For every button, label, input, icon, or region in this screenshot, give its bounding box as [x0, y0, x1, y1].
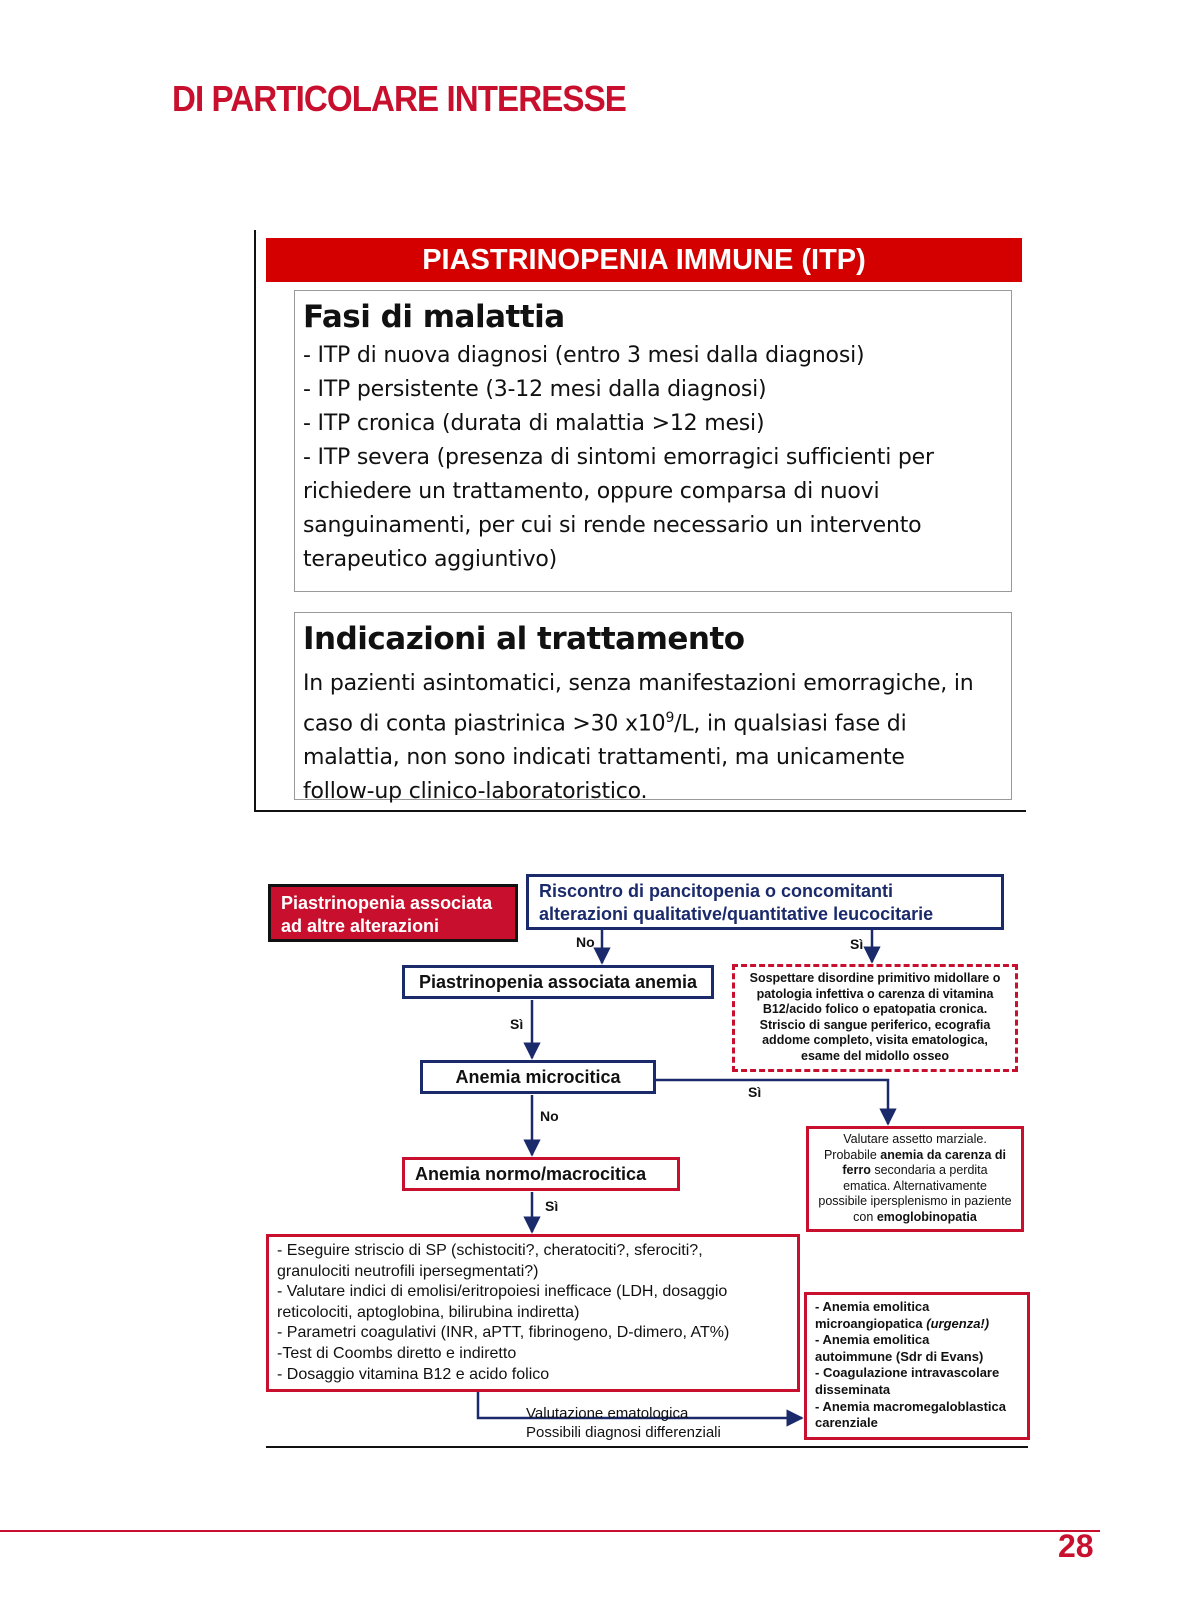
box-line: carenziale: [815, 1415, 878, 1431]
normo-macrocytic-box: Anemia normo/macrocitica: [402, 1157, 680, 1191]
treatment-line-part: caso di conta piastrinica >30 x10: [303, 711, 666, 737]
text-part: (urgenza!): [926, 1315, 990, 1331]
phase-line: - ITP cronica (durata di malattia >12 mesi): [303, 411, 765, 436]
text-part: microangiopatica: [815, 1315, 927, 1331]
text-part: con: [853, 1209, 877, 1224]
box-line: - Anemia macromegaloblastica: [815, 1398, 1006, 1414]
phase-line: - ITP di nuova diagnosi (entro 3 mesi dalla diagnosi): [303, 343, 865, 368]
text-part: Probabile: [823, 1147, 881, 1162]
box-line: - Coagulazione intravascolare: [815, 1365, 1000, 1381]
box-line: - Eseguire striscio di SP (schistociti?, cheratociti?, sferociti?,: [277, 1242, 703, 1259]
box-line: Striscio di sangue periferico, ecografia: [759, 1017, 991, 1032]
box-line: - Dosaggio vitamina B12 e acido folico: [277, 1365, 550, 1383]
text-part: ferro: [842, 1163, 871, 1177]
treatment-line: malattia, non sono indicati trattamenti, ma unicamente: [303, 745, 905, 771]
label-no: No: [540, 1108, 559, 1124]
treatment-line: follow-up clinico-laboratoristico.: [303, 779, 648, 805]
note-line: Possibili diagnosi differenziali: [526, 1424, 721, 1441]
page-heading: DI PARTICOLARE INTERESSE: [172, 78, 626, 119]
differential-diagnoses-box: [804, 1292, 1030, 1440]
phase-line: sanguinamenti, per cui si rende necessario un intervento: [303, 513, 922, 538]
text-part: anemia da carenza di: [880, 1147, 1007, 1162]
box-line: - Anemia emolitica: [815, 1332, 930, 1348]
phase-line: - ITP severa (presenza di sintomi emorragici sufficienti per: [303, 445, 934, 470]
label-si: Sì: [748, 1084, 762, 1100]
box-line: alterazioni qualitative/quantitative leucocitarie: [539, 904, 934, 924]
exponent: 9: [665, 710, 675, 726]
box-line: Sospettare disordine primitivo midollare o: [749, 971, 1001, 985]
box-line: - Anemia emolitica: [815, 1299, 930, 1314]
treatment-line: In pazienti asintomatici, senza manifestazioni emorragiche, in: [303, 671, 974, 696]
note-line: Valutazione ematologica: [526, 1405, 689, 1422]
box-line: reticolociti, aptoglobina, bilirubina indiretta): [277, 1303, 580, 1321]
hematology-note: [526, 1404, 721, 1442]
box-line: granulociti neutrofili ipersegmentati?): [277, 1262, 539, 1280]
tests-box: [266, 1234, 800, 1392]
pancytopenia-box: [526, 874, 1004, 930]
page-number: 28: [1058, 1528, 1094, 1564]
box-line: - Valutare indici di emolisi/eritropoiesi inefficace (LDH, dosaggio: [277, 1283, 728, 1301]
microcytic-anemia-box: Anemia microcitica: [420, 1060, 656, 1094]
iron-deficiency-box: [806, 1126, 1024, 1232]
marrow-disorder-box: [732, 964, 1018, 1072]
text-part: emoglobinopatia: [876, 1209, 977, 1224]
label-si: Sì: [545, 1198, 559, 1214]
phases-title: Fasi di malattia: [303, 299, 565, 335]
box-line: disseminata: [815, 1381, 891, 1397]
treatment-line-part: /L, in qualsiasi fase di: [674, 711, 907, 737]
box-line: [815, 1148, 1015, 1164]
label-no: No: [576, 934, 595, 950]
treatment-title: Indicazioni al trattamento: [303, 621, 745, 657]
box-line: [815, 1316, 1019, 1333]
flowchart-bottom-rule: [266, 1446, 1028, 1448]
box-line: autoimmune (Sdr di Evans): [815, 1348, 984, 1364]
box-line: possibile ipersplenismo in paziente: [818, 1194, 1012, 1208]
box-line: - Parametri coagulativi (INR, aPTT, fibrinogeno, D-dimero, AT%): [277, 1324, 730, 1342]
label-si: Sì: [850, 936, 864, 952]
box-line: Riscontro di pancitopenia o concomitanti: [539, 881, 894, 901]
box-line: esame del midollo osseo: [801, 1048, 949, 1063]
box-line: [815, 1210, 1015, 1226]
anemia-associated-box: Piastrinopenia associata anemia: [402, 965, 714, 999]
phase-line: terapeutico aggiuntivo): [303, 547, 558, 572]
box-line: ematica. Alternativamente: [843, 1178, 987, 1193]
footer-rule: [0, 1530, 1100, 1532]
associated-alterations-box: [268, 884, 518, 942]
box-line: [815, 1163, 1015, 1179]
arrow-si-3: [656, 1080, 888, 1124]
box-line: patologia infettiva o carenza di vitamina: [756, 986, 994, 1001]
label-si: Sì: [510, 1016, 524, 1032]
text-part: secondaria a perdita: [870, 1163, 988, 1177]
box-line: -Test di Coombs diretto e indiretto: [277, 1344, 517, 1362]
phase-line: - ITP persistente (3-12 mesi dalla diagnosi): [303, 377, 767, 402]
box-line: Piastrinopenia associata: [281, 893, 493, 913]
phase-line: richiedere un trattamento, oppure comparsa di nuovi: [303, 479, 880, 504]
box-line: ad altre alterazioni: [281, 916, 440, 936]
box-line: Valutare assetto marziale.: [843, 1132, 987, 1146]
box-line: addome completo, visita ematologica,: [762, 1033, 988, 1047]
itp-banner: PIASTRINOPENIA IMMUNE (ITP): [266, 238, 1022, 282]
box-line: B12/acido folico o epatopatia cronica.: [762, 1002, 988, 1016]
